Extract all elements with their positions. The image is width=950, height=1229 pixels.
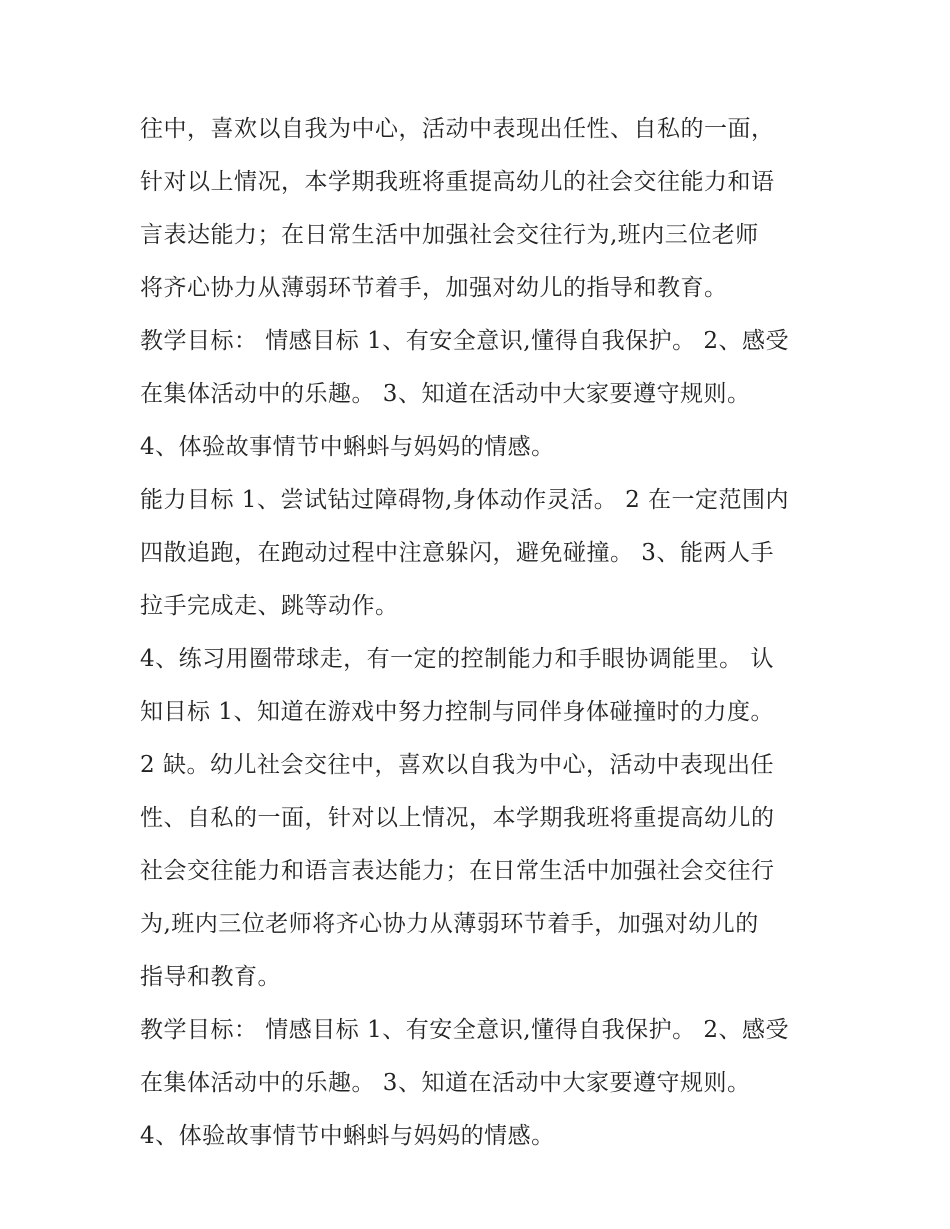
text-line: 教学目标： 情感目标 1、有安全意识,懂得自我保护。 2、感受 xyxy=(140,328,790,354)
text-line: 针对以上情况，本学期我班将重提高幼儿的社会交往能力和语 xyxy=(140,169,775,195)
text-line: 四散追跑，在跑动过程中注意躲闪，避免碰撞。 3、能两人手 xyxy=(140,540,774,566)
text-line: 4、体验故事情节中蝌蚪与妈妈的情感。 xyxy=(140,1123,555,1149)
text-line: 拉手完成走、跳等动作。 xyxy=(140,593,399,619)
text-line: 在集体活动中的乐趣。 3、知道在活动中大家要遵守规则。 xyxy=(140,381,751,407)
text-line: 言表达能力；在日常生活中加强社会交往行为,班内三位老师 xyxy=(140,222,759,248)
text-line: 性、自私的一面，针对以上情况，本学期我班将重提高幼儿的 xyxy=(140,805,775,831)
document-body xyxy=(140,103,820,1163)
text-line: 将齐心协力从薄弱环节着手，加强对幼儿的指导和教育。 xyxy=(140,275,728,301)
text-line: 社会交往能力和语言表达能力；在日常生活中加强社会交往行 xyxy=(140,858,775,884)
text-line: 在集体活动中的乐趣。 3、知道在活动中大家要遵守规则。 xyxy=(140,1070,751,1096)
text-line: 能力目标 1、尝试钻过障碍物,身体动作灵活。 2 在一定范围内 xyxy=(140,487,790,513)
text-line: 4、体验故事情节中蝌蚪与妈妈的情感。 xyxy=(140,434,555,460)
text-line: 4、练习用圈带球走，有一定的控制能力和手眼协调能里。 认 xyxy=(140,646,774,672)
text-line: 教学目标： 情感目标 1、有安全意识,懂得自我保护。 2、感受 xyxy=(140,1017,790,1043)
text-line: 为,班内三位老师将齐心协力从薄弱环节着手，加强对幼儿的 xyxy=(140,911,759,937)
text-line: 2 缺。幼儿社会交往中，喜欢以自我为中心，活动中表现出任 xyxy=(140,752,774,778)
text-line: 指导和教育。 xyxy=(140,964,281,990)
text-line: 往中，喜欢以自我为中心，活动中表现出任性、自私的一面， xyxy=(140,116,775,142)
text-line: 知目标 1、知道在游戏中努力控制与同伴身体碰撞时的力度。 xyxy=(140,699,774,725)
